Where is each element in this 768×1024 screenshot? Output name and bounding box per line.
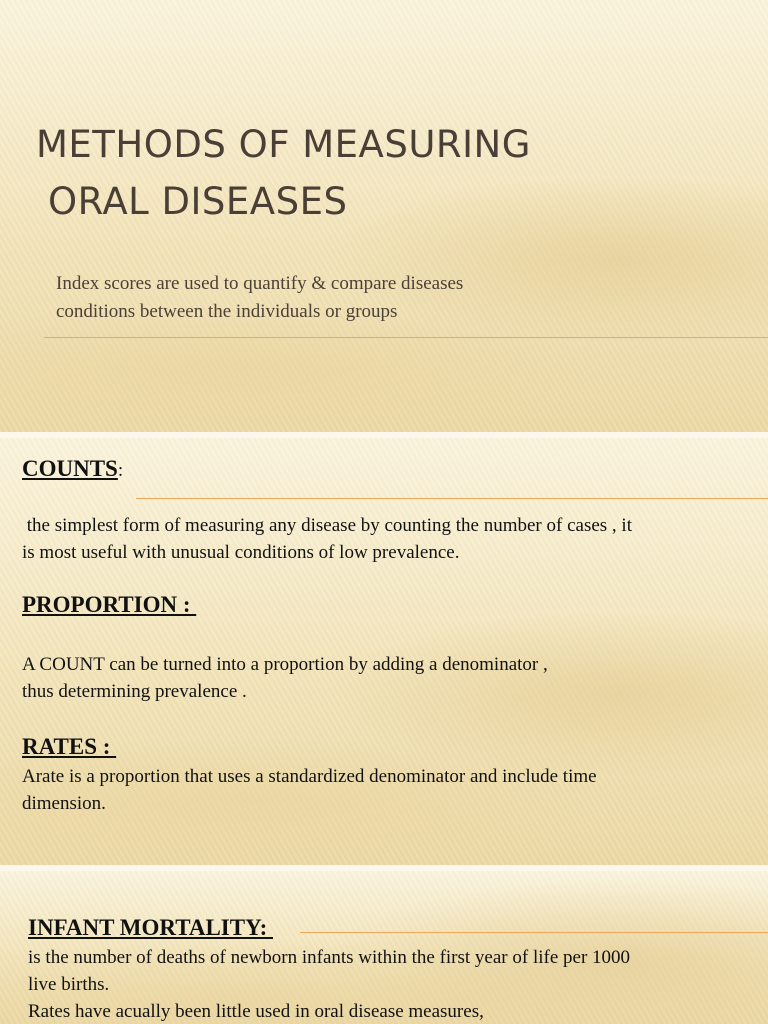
proportion-heading: PROPORTION :: [22, 592, 197, 617]
accent-divider: [44, 337, 768, 338]
rates-description: [22, 763, 752, 817]
title-line-2: ORAL DISEASES: [48, 180, 348, 223]
infant-mortality-description: [28, 944, 758, 1024]
counts-line-2: is most useful with unusual conditions of low prevalence.: [22, 542, 460, 563]
slide-3: [0, 871, 768, 1024]
title-line-1: METHODS OF MEASURING: [36, 123, 531, 166]
counts-heading-colon: :: [117, 460, 124, 481]
proportion-description: [22, 651, 752, 705]
proportion-line-2: thus determining prevalence .: [22, 681, 247, 702]
counts-heading: [22, 456, 123, 482]
accent-divider: [300, 932, 768, 933]
intro-text: [56, 270, 576, 326]
slide-1: [0, 0, 768, 432]
infant-line-1: is the number of deaths of newborn infants within the first year of life per 1000: [28, 947, 631, 968]
rates-heading: RATES :: [22, 734, 117, 759]
intro-line-2: conditions between the individuals or groups: [56, 301, 398, 322]
counts-line-1: the simplest form of measuring any disease by counting the number of cases , it: [22, 515, 632, 536]
infant-line-3: Rates have acually been little used in oral disease measures,: [28, 1001, 484, 1022]
rates-line-1: Arate is a proportion that uses a standardized denominator and include time: [22, 766, 597, 787]
proportion-line-1: A COUNT can be turned into a proportion by adding a denominator ,: [22, 654, 548, 675]
counts-heading-text: COUNTS: [22, 456, 118, 481]
slide-2: [0, 438, 768, 865]
rates-line-2: dimension.: [22, 793, 106, 814]
intro-line-1: Index scores are used to quantify & compare diseases: [56, 273, 464, 294]
infant-line-2: live births.: [28, 974, 110, 995]
infant-mortality-heading: INFANT MORTALITY:: [28, 915, 273, 940]
counts-description: [22, 512, 752, 566]
slide-title: [36, 116, 531, 230]
accent-divider: [136, 498, 768, 499]
